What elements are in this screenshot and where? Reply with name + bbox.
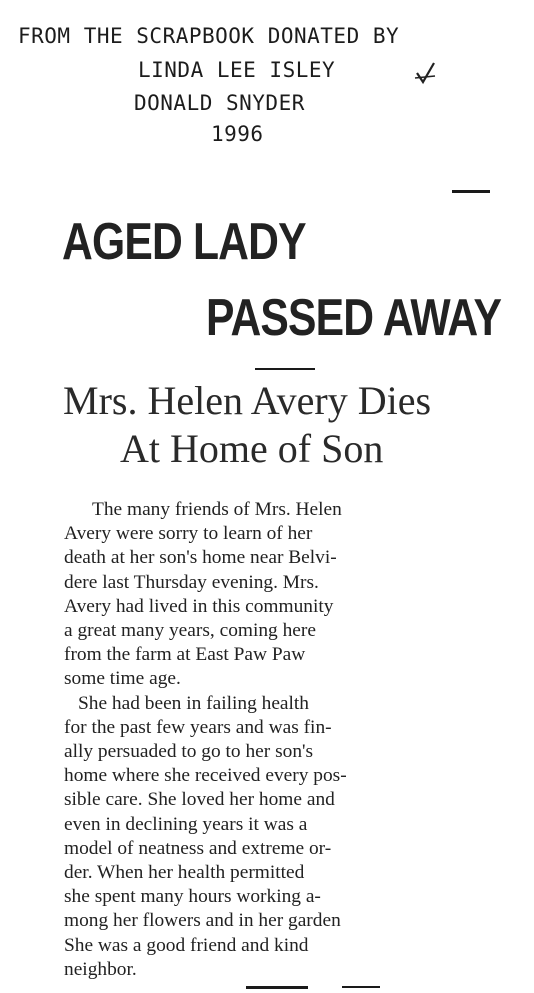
column-rule-top bbox=[452, 190, 490, 193]
donor-name-2: DONALD SNYDER bbox=[134, 91, 305, 115]
donation-line: FROM THE SCRAPBOOK DONATED BY bbox=[18, 24, 400, 48]
article-line: sible care. She loved her home and bbox=[64, 789, 335, 811]
article-line: a great many years, coming here bbox=[64, 620, 316, 642]
article-line: she spent many hours working a- bbox=[64, 886, 321, 908]
article-line: even in declining years it was a bbox=[64, 813, 308, 835]
article-line: home where she received every pos- bbox=[64, 765, 347, 787]
article-line: She was a good friend and kind bbox=[64, 934, 309, 956]
article-line: She had been in failing health bbox=[78, 692, 310, 714]
article-line: death at her son's home near Belvi- bbox=[64, 547, 337, 569]
article-line: for the past few years and was fin- bbox=[64, 716, 332, 738]
article-body bbox=[64, 498, 500, 982]
subheadline-line-1: Mrs. Helen Avery Dies bbox=[63, 378, 432, 423]
headline-divider bbox=[255, 368, 315, 370]
article-line: from the farm at East Paw Paw bbox=[64, 644, 306, 666]
subheadline-line-2: At Home of Son bbox=[120, 426, 384, 471]
column-rule-bottom bbox=[246, 986, 308, 989]
article-paragraph-2 bbox=[64, 692, 500, 982]
article-line: Avery had lived in this community bbox=[64, 595, 334, 617]
article-line: some time age. bbox=[64, 668, 181, 690]
article-line: der. When her health permitted bbox=[64, 862, 305, 884]
article-line: The many friends of Mrs. Helen bbox=[92, 499, 342, 520]
headline-line-1: AGED LADY bbox=[62, 213, 306, 271]
headline-line-2: PASSED AWAY bbox=[206, 289, 502, 347]
article-line: model of neatness and extreme or- bbox=[64, 837, 332, 859]
article-line: Avery were sorry to learn of her bbox=[64, 523, 313, 545]
column-rule-bottom-right bbox=[342, 986, 380, 988]
donor-name-1: LINDA LEE ISLEY bbox=[138, 58, 336, 82]
article-line: mong her flowers and in her garden bbox=[64, 910, 341, 932]
article-line: neighbor. bbox=[64, 958, 137, 980]
handwritten-check-mark-icon bbox=[414, 60, 438, 86]
article-paragraph-1 bbox=[64, 498, 500, 692]
article-line: ally persuaded to go to her son's bbox=[64, 741, 314, 763]
article-line: dere last Thursday evening. Mrs. bbox=[64, 571, 319, 593]
donation-year: 1996 bbox=[211, 122, 264, 146]
